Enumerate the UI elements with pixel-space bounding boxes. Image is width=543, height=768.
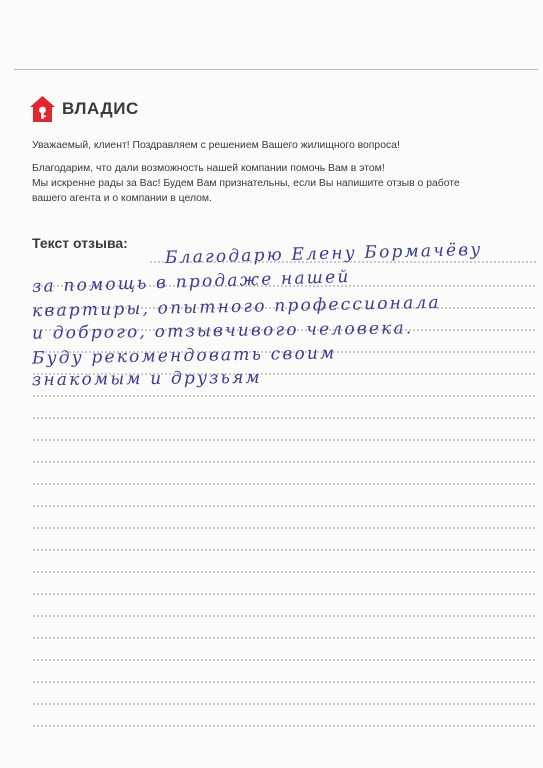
- review-label: Текст отзыва:: [32, 235, 128, 251]
- intro-thanks: Благодарим, что дали возможность нашей компании помочь Вам в этом!: [32, 163, 385, 174]
- handwritten-line: знакомым и друзьям: [31, 367, 262, 391]
- intro-request: Мы искренне рады за Вас! Будем Вам признательны, если Вы напишите отзыв о работе: [32, 178, 460, 189]
- handwritten-line: Буду рекомендовать своим: [31, 343, 337, 369]
- intro-greeting: Уважаемый, клиент! Поздравляем с решением Вашего жилищного вопроса!: [32, 140, 400, 151]
- handwritten-line: за помощь в продаже нашей: [31, 267, 351, 297]
- intro-request-end: вашего агента и о компании в целом.: [32, 193, 212, 204]
- handwritten-line: квартиры, опытного профессионала: [31, 292, 442, 322]
- brand-name: ВЛАДИС: [62, 99, 139, 118]
- handwritten-line: Благодарю Елену Бормачёву: [164, 239, 483, 269]
- handwritten-line: и доброго, отзывчивого человека.: [31, 318, 414, 344]
